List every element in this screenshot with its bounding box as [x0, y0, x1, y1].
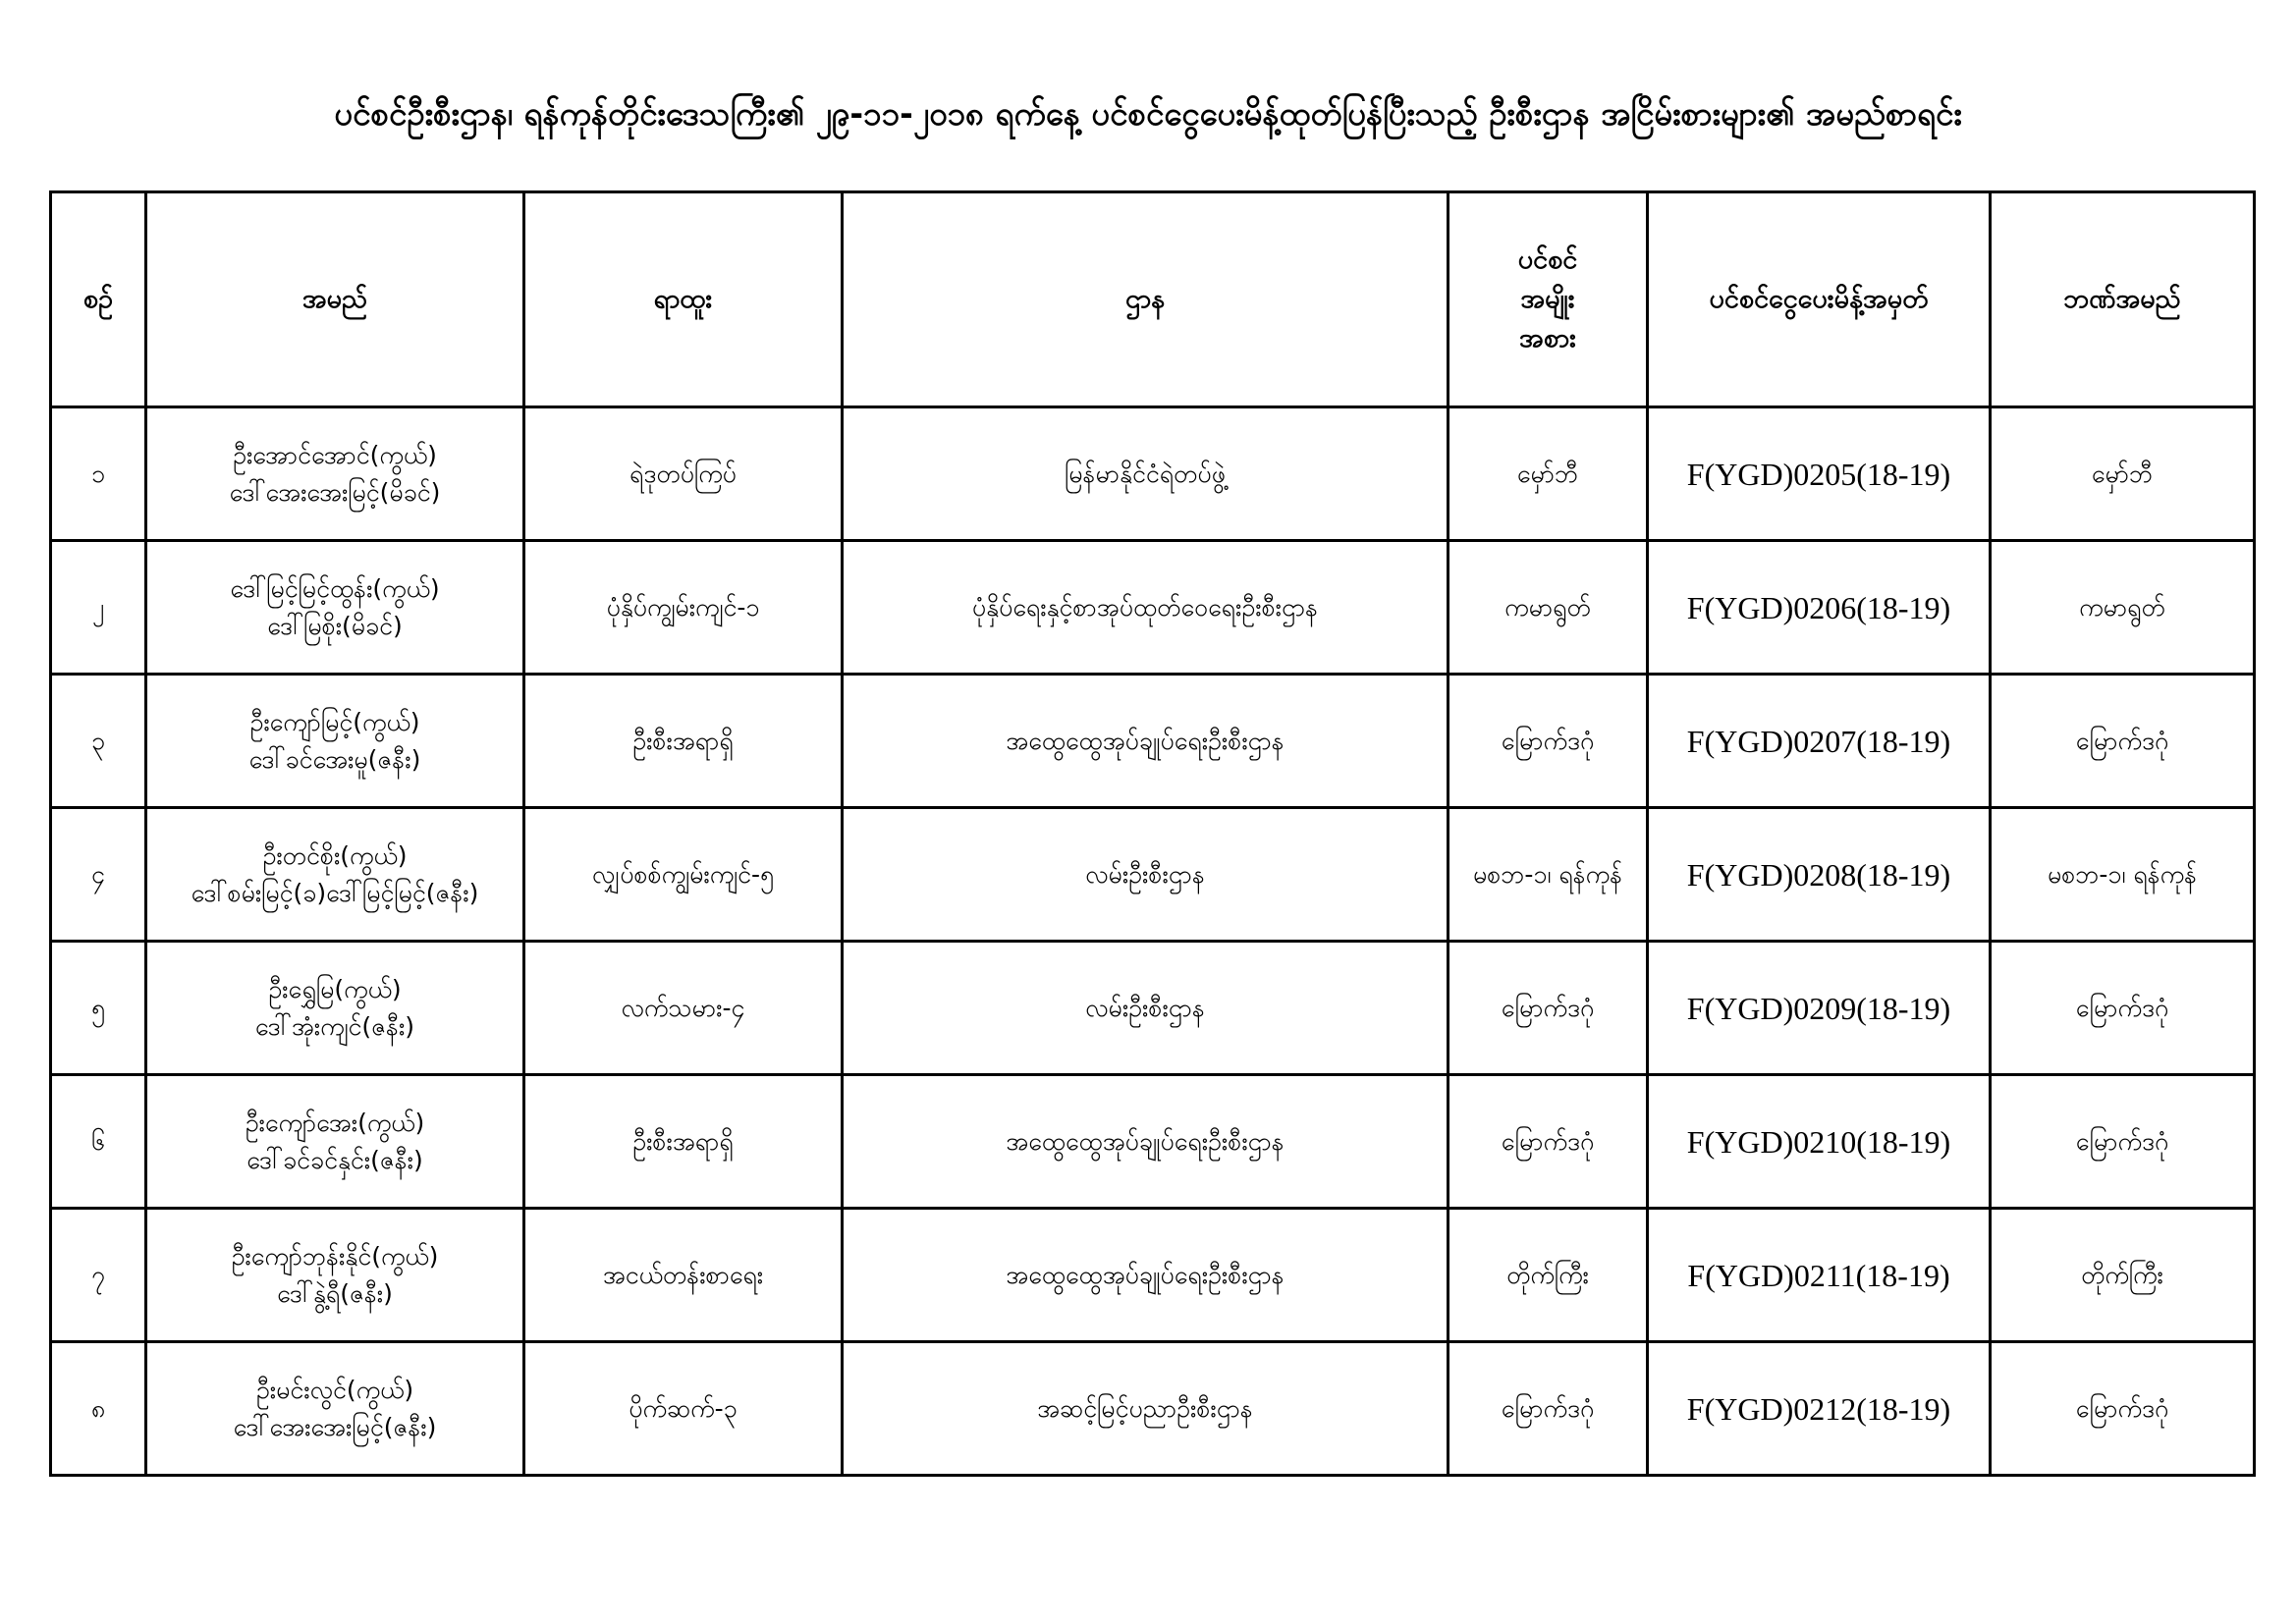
department-cell: လမ်းဦးစီးဌာန — [843, 808, 1449, 942]
name-line: ဒေါ်ခင်အေးမူ(ဇနီး) — [248, 744, 421, 774]
pension-type-cell: မြောက်ဒဂုံ — [1449, 1075, 1648, 1209]
order-no-cell: F(YGD)0206(18-19) — [1648, 541, 1991, 675]
name-line: ဒေါ်အေးအေးမြင့်(မိခင်) — [229, 477, 441, 507]
header-name: အမည် — [146, 192, 524, 407]
treasury-cell: မစဘ-၁၊ ရန်ကုန် — [1991, 808, 2255, 942]
treasury-cell: မြောက်ဒဂုံ — [1991, 1342, 2255, 1476]
table-row — [51, 675, 2255, 808]
treasury-cell: ကမာရွတ် — [1991, 541, 2255, 675]
name-line: ဒေါ်အုံးကျင်(ဇနီး) — [254, 1011, 415, 1041]
table-row — [51, 541, 2255, 675]
pension-type-cell: မစဘ-၁၊ ရန်ကုန် — [1449, 808, 1648, 942]
name-line: ဒေါ်စမ်းမြင့်(ခ)ဒေါ်မြင့်မြင့်(ဇနီး) — [191, 878, 479, 907]
rank-cell: ဦးစီးအရာရှိ — [524, 1075, 843, 1209]
name-line: ဒေါ်ခင်ခင်နှင်း(ဇနီး) — [246, 1145, 423, 1174]
rank-cell: ဦးစီးအရာရှိ — [524, 675, 843, 808]
order-no-cell: F(YGD)0212(18-19) — [1648, 1342, 1991, 1476]
header-pension-type-line: အမျိုး — [1520, 284, 1575, 314]
treasury-cell: တိုက်ကြီး — [1991, 1209, 2255, 1342]
header-order-no: ပင်စင်ငွေပေးမိန့်အမှတ် — [1648, 192, 1991, 407]
name-cell — [146, 541, 524, 675]
department-cell: ပုံနှိပ်ရေးနှင့်စာအုပ်ထုတ်ဝေရေးဦးစီးဌာန — [843, 541, 1449, 675]
rank-cell: ပုံနှိပ်ကျွမ်းကျင်-၁ — [524, 541, 843, 675]
header-pension-type-line: ပင်စင် — [1517, 244, 1578, 275]
department-cell: လမ်းဦးစီးဌာန — [843, 942, 1449, 1075]
header-pension-type — [1449, 192, 1648, 407]
name-line: ဒေါ်မြင့်မြင့်ထွန်း(ကွယ်) — [230, 573, 440, 603]
header-pension-type-line: အစား — [1519, 323, 1576, 353]
name-cell — [146, 1342, 524, 1476]
rank-cell: ရဲဒုတပ်ကြပ် — [524, 407, 843, 541]
name-cell — [146, 675, 524, 808]
page-title: ပင်စင်ဦးစီးဌာန၊ ရန်ကုန်တိုင်းဒေသကြီး၏ ၂၉-၁၁-၂၀၁၈ ရက်နေ့ ပင်စင်ငွေပေးမိန့်ထုတ်ပြန်ပြီးသည့် ဦးစီးဌာန အငြိမ်းစားများ၏ အမည်စာရင်း — [334, 94, 1962, 133]
name-line: ဦးမင်းလွင်(ကွယ်) — [255, 1375, 414, 1404]
name-line: ဦးကျော်ဘုန်းနိုင်(ကွယ်) — [231, 1241, 439, 1271]
order-no-cell: F(YGD)0210(18-19) — [1648, 1075, 1991, 1209]
pension-type-cell: မှော်ဘီ — [1449, 407, 1648, 541]
serial-cell: ၈ — [51, 1342, 146, 1476]
name-cell — [146, 407, 524, 541]
department-cell: အထွေထွေအုပ်ချုပ်ရေးဦးစီးဌာန — [843, 1209, 1449, 1342]
name-line: ဦးတင်စိုး(ကွယ်) — [262, 840, 408, 870]
serial-cell: ၅ — [51, 942, 146, 1075]
name-cell — [146, 1075, 524, 1209]
pension-type-cell: မြောက်ဒဂုံ — [1449, 942, 1648, 1075]
serial-cell: ၃ — [51, 675, 146, 808]
name-line: ဦးကျော်မြင့်(ကွယ်) — [249, 707, 420, 736]
serial-cell: ၄ — [51, 808, 146, 942]
order-no-cell: F(YGD)0207(18-19) — [1648, 675, 1991, 808]
rank-cell: အငယ်တန်းစာရေး — [524, 1209, 843, 1342]
department-cell: အထွေထွေအုပ်ချုပ်ရေးဦးစီးဌာန — [843, 675, 1449, 808]
table-row — [51, 407, 2255, 541]
header-treasury: ဘဏ်အမည် — [1991, 192, 2255, 407]
department-cell: မြန်မာနိုင်ငံရဲတပ်ဖွဲ့ — [843, 407, 1449, 541]
name-line: ဦးကျော်အေး(ကွယ်) — [245, 1108, 425, 1137]
pension-type-cell: မြောက်ဒဂုံ — [1449, 1342, 1648, 1476]
pension-type-cell: တိုက်ကြီး — [1449, 1209, 1648, 1342]
pension-type-cell: ကမာရွတ် — [1449, 541, 1648, 675]
table-row — [51, 1342, 2255, 1476]
treasury-cell: မြောက်ဒဂုံ — [1991, 1075, 2255, 1209]
name-cell — [146, 808, 524, 942]
serial-cell: ၂ — [51, 541, 146, 675]
table-row — [51, 1209, 2255, 1342]
header-department: ဌာန — [843, 192, 1449, 407]
header-serial: စဥ် — [51, 192, 146, 407]
treasury-cell: မှော်ဘီ — [1991, 407, 2255, 541]
table-header-row — [51, 192, 2255, 407]
order-no-cell: F(YGD)0209(18-19) — [1648, 942, 1991, 1075]
name-line: ဒေါ်မြစိုး(မိခင်) — [267, 611, 403, 640]
order-no-cell: F(YGD)0208(18-19) — [1648, 808, 1991, 942]
header-rank: ရာထူး — [524, 192, 843, 407]
table-row — [51, 1075, 2255, 1209]
treasury-cell: မြောက်ဒဂုံ — [1991, 675, 2255, 808]
name-line: ဦးအောင်အောင်(ကွယ်) — [233, 440, 437, 469]
table-row — [51, 808, 2255, 942]
name-line: ဒေါ်အေးအေးမြင့်(ဇနီး) — [233, 1412, 437, 1441]
serial-cell: ၆ — [51, 1075, 146, 1209]
rank-cell: ပိုက်ဆက်-၃ — [524, 1342, 843, 1476]
pension-list-table — [49, 190, 2256, 1477]
serial-cell: ၇ — [51, 1209, 146, 1342]
order-no-cell: F(YGD)0205(18-19) — [1648, 407, 1991, 541]
name-line: ဦးရွှေမြ(ကွယ်) — [268, 974, 402, 1003]
name-cell — [146, 942, 524, 1075]
department-cell: အထွေထွေအုပ်ချုပ်ရေးဦးစီးဌာန — [843, 1075, 1449, 1209]
serial-cell: ၁ — [51, 407, 146, 541]
pension-type-cell: မြောက်ဒဂုံ — [1449, 675, 1648, 808]
treasury-cell: မြောက်ဒဂုံ — [1991, 942, 2255, 1075]
rank-cell: လက်သမား-၄ — [524, 942, 843, 1075]
department-cell: အဆင့်မြင့်ပညာဦးစီးဌာန — [843, 1342, 1449, 1476]
rank-cell: လျှပ်စစ်ကျွမ်းကျင်-၅ — [524, 808, 843, 942]
order-no-cell: F(YGD)0211(18-19) — [1648, 1209, 1991, 1342]
name-cell — [146, 1209, 524, 1342]
name-line: ဒေါ်နွဲ့ရီ(ဇနီး) — [277, 1278, 393, 1308]
table-row — [51, 942, 2255, 1075]
